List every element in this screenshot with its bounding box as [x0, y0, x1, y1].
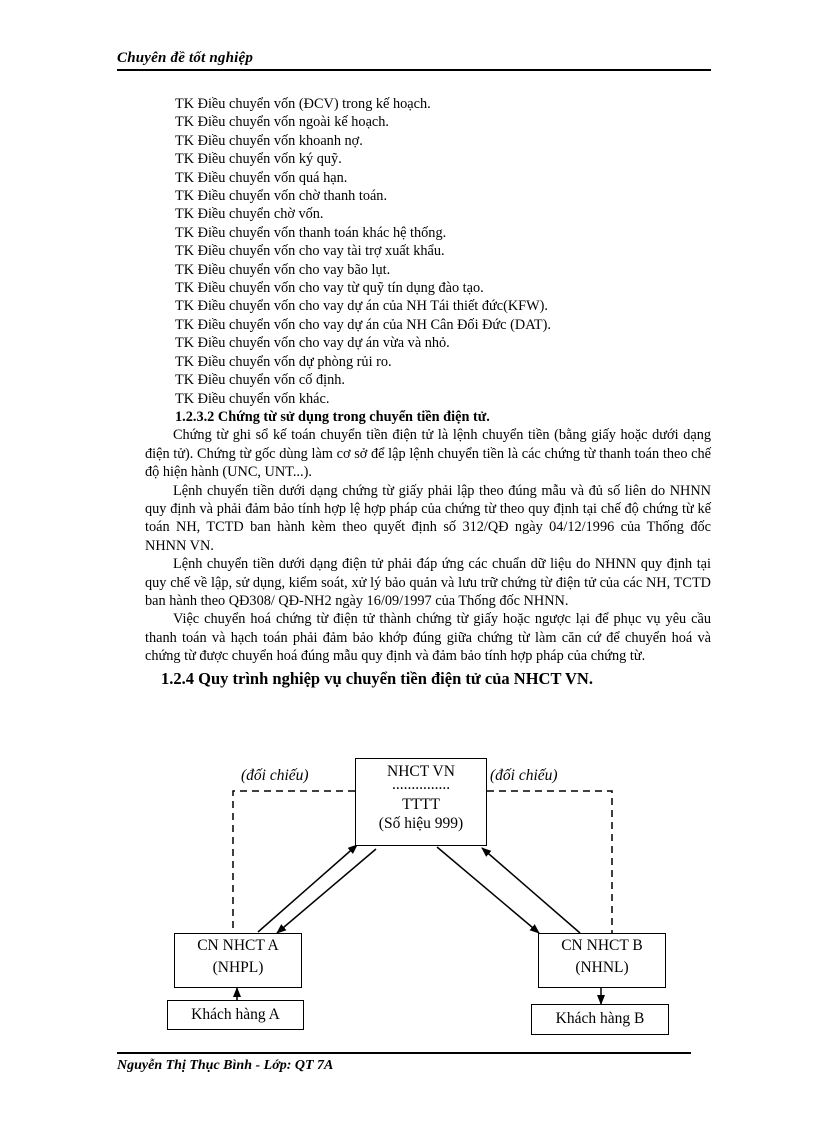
- center-node-subtitle: TTTT: [402, 796, 440, 813]
- branch-a-title: CN NHCT A: [197, 937, 279, 954]
- account-item: TK Điều chuyển vốn cho vay tài trợ xuất khẩu.: [175, 243, 445, 260]
- account-item: TK Điều chuyển vốn (ĐCV) trong kế hoạch.: [175, 96, 431, 112]
- subheading: 1.2.3.2 Chứng từ sử dụng trong chuyển tiền điện tử.: [175, 408, 490, 425]
- account-item: TK Điều chuyển vốn thanh toán khác hệ thống.: [175, 224, 447, 241]
- branch-b-title: CN NHCT B: [561, 937, 643, 954]
- center-node-code: (Số hiệu 999): [378, 815, 464, 832]
- arrow-a-to-center: [258, 845, 357, 932]
- left-reconcile-label: (đối chiếu): [241, 767, 309, 784]
- section-heading: 1.2.4 Quy trình nghiệp vụ chuyển tiền điện tử của NHCT VN.: [161, 668, 593, 688]
- paragraph: Lệnh chuyển tiền dưới dạng điện tử phải đáp ứng các chuẩn dữ liệu do NHNN quy định tại quy chế về lập, sử dụng, kiểm soát, xử lý bảo quản và lưu trữ chứng từ điện tử của các NH, TCTD ban hành theo QĐ308/ QĐ-NH2 ngày 16/09/1997 của Thống đốc NHNN.: [145, 556, 711, 609]
- page-footer: Nguyễn Thị Thục Bình - Lớp: QT 7A: [117, 1058, 334, 1073]
- account-item: TK Điều chuyển vốn cho vay dự án của NH Tái thiết đức(KFW).: [175, 298, 548, 315]
- paragraph: Việc chuyển hoá chứng từ điện tử thành chứng từ giấy hoặc ngược lại để phục vụ yêu cầu thanh toán và hạch toán phải đảm bảo khớp đúng giữa chứng từ làm căn cứ để chuyển hoá và chứng từ được chuyển hoá đúng mẫu quy định và đảm bảo tính hợp pháp của chứng từ.: [145, 611, 711, 665]
- page-header: Chuyên đề tốt nghiệp: [117, 50, 254, 66]
- center-node-title: NHCT VN: [387, 763, 455, 780]
- right-reconcile-line: [487, 791, 612, 934]
- arrow-center-to-b: [437, 847, 539, 933]
- branch-b-subtitle: (NHNL): [575, 959, 629, 976]
- account-item: TK Điều chuyển vốn ký quỹ.: [175, 151, 342, 168]
- branch-a-subtitle: (NHPL): [212, 959, 264, 976]
- account-item: TK Điều chuyển chờ vốn.: [175, 206, 324, 223]
- center-node: [355, 758, 487, 846]
- branch-b-node: [538, 933, 666, 988]
- customer-a-node: Khách hàng A: [167, 1000, 304, 1030]
- arrow-center-to-a: [277, 849, 376, 933]
- left-reconcile-line: [233, 791, 355, 934]
- account-item: TK Điều chuyển vốn cho vay bão lụt.: [175, 261, 391, 278]
- account-item: TK Điều chuyển vốn cho vay từ quỹ tín dụng đào tạo.: [175, 280, 484, 297]
- account-item: TK Điều chuyển vốn quá hạn.: [175, 169, 348, 186]
- arrow-b-to-center: [482, 848, 580, 933]
- right-reconcile-label: (đối chiếu): [490, 767, 558, 784]
- customer-b-node: Khách hàng B: [531, 1004, 669, 1035]
- account-item: TK Điều chuyển vốn khoanh nợ.: [175, 132, 363, 149]
- account-item: TK Điều chuyển vốn cho vay dự án của NH Cân Đối Đức (DAT).: [175, 316, 551, 333]
- account-item: TK Điều chuyển vốn cho vay dự án vừa và nhỏ.: [175, 335, 450, 352]
- account-item: TK Điều chuyển vốn chờ thanh toán.: [175, 188, 388, 205]
- account-item: TK Điều chuyển vốn cố định.: [175, 372, 345, 389]
- footer-rule: [117, 1052, 691, 1054]
- account-item: TK Điều chuyển vốn dự phòng rủi ro.: [175, 353, 392, 370]
- branch-a-node: [174, 933, 302, 988]
- account-list: [175, 95, 711, 408]
- header-rule: [117, 69, 711, 71]
- paragraph: Chứng từ ghi sổ kế toán chuyển tiền điện tử là lệnh chuyển tiền (bằng giấy hoặc dưới dạng điện tử). Chứng từ gốc dùng làm cơ sở để lập lệnh chuyển tiền là các chứng từ thanh toán theo chế độ hiện hành (UNC, UNT...).: [145, 427, 711, 481]
- account-item: TK Điều chuyển vốn ngoài kế hoạch.: [175, 114, 389, 131]
- account-item: TK Điều chuyển vốn khác.: [175, 390, 330, 407]
- paragraph: Lệnh chuyển tiền dưới dạng chứng từ giấy phải lập theo đúng mẫu và đủ số liên do NHNN quy định và phải đảm bảo tính hợp lệ hợp pháp của chứng từ theo quy định tại chế độ chứng từ kế toán NH, TCTD ban hành kèm theo quyết định số 312/QĐ ngày 04/12/1996 của Thống đốc NHNN VN.: [145, 482, 711, 554]
- page-content: [145, 95, 711, 689]
- center-node-dots: ...............: [391, 776, 451, 793]
